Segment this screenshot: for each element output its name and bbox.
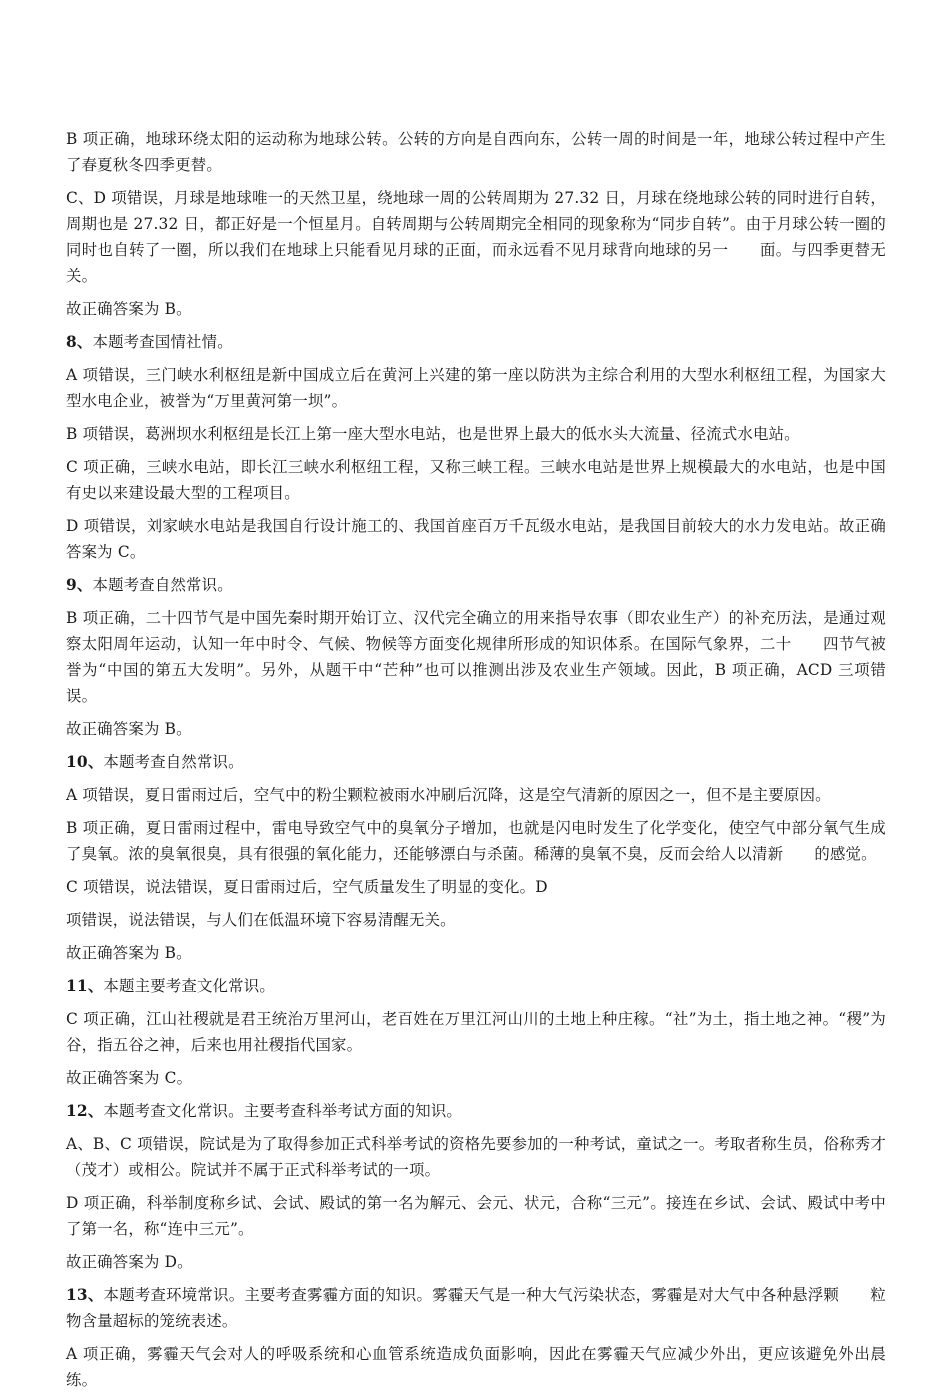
question-heading-11 [66,973,886,999]
question-heading-13 [66,1282,886,1334]
question-heading-10 [66,749,886,775]
question-topic: 本题考查文化常识。主要考查科举考试方面的知识。 [103,1102,463,1120]
answer-paragraph: C 项错误，说法错误，夏日雷雨过后，空气质量发生了明显的变化。D [66,878,548,896]
answer-paragraph: 项错误，说法错误，与人们在低温环境下容易清醒无关。 [66,911,456,929]
question-heading-8 [66,329,886,355]
question-topic: 本题主要考查文化常识。 [103,977,275,995]
answer-paragraph: D 项错误，刘家峡水电站是我国自行设计施工的、我国首座百万千瓦级水电站，是我国目前较大的水力发电站。故正确答案为 C。 [66,517,886,561]
answer-paragraph: B 项正确，夏日雷雨过程中，雷电导致空气中的臭氧分子增加，也就是闪电时发生了化学变化，使空气中部分氧气生成了臭氧。浓的臭氧很臭，具有很强的氧化能力，还能够漂白与杀菌。稀薄的臭氧不臭，反而会给人以清新 的感觉。 [66,819,886,863]
question-heading-12 [66,1098,886,1124]
question-number: 8、 [66,333,93,351]
answer-conclusion: 故正确答案为 D。 [66,1253,193,1271]
answer-paragraph: B 项正确，二十四节气是中国先秦时期开始订立、汉代完全确立的用来指导农事（即农业生产）的补充历法，是通过观察太阳周年运动，认知一年中时令、气候、物候等方面变化规律所形成的知识体系。在国际气象界，二十 四节气被誉为“中国的第五大发明”。另外，从题干中“芒种”也可以推测出涉及农业生产领域。因此，B 项正确，ACD 三项错误。 [66,609,886,705]
answer-paragraph: C 项正确，三峡水电站，即长江三峡水利枢纽工程，又称三峡工程。三峡水电站是世界上规模最大的水电站，也是中国有史以来建设最大型的工程项目。 [66,458,886,502]
answer-conclusion: 故正确答案为 C。 [66,1069,193,1087]
answer-paragraph: B 项错误，葛洲坝水利枢纽是长江上第一座大型水电站，也是世界上最大的低水头大流量、径流式水电站。 [66,425,800,443]
question-topic: 本题考查环境常识。主要考查雾霾方面的知识。雾霾天气是一种大气污染状态，雾霾是对大气中各种悬浮颗 粒物含量超标的笼统表述。 [66,1286,886,1330]
question-number: 11、 [66,977,104,995]
question-number: 13、 [66,1286,104,1304]
question-number: 9、 [66,576,93,594]
answer-conclusion: 故正确答案为 B。 [66,300,192,318]
question-topic: 本题考查自然常识。 [103,753,244,771]
question-heading-9 [66,572,886,598]
answer-paragraph: A 项错误，夏日雷雨过后，空气中的粉尘颗粒被雨水冲刷后沉降，这是空气清新的原因之一，但不是主要原因。 [66,786,831,804]
answer-paragraph: A 项错误，三门峡水利枢纽是新中国成立后在黄河上兴建的第一座以防洪为主综合利用的大型水利枢纽工程，为国家大型水电企业，被誉为“万里黄河第一坝”。 [66,366,886,410]
answer-conclusion: 故正确答案为 B。 [66,720,192,738]
answer-conclusion: 故正确答案为 B。 [66,944,192,962]
document-page [66,126,886,1400]
question-topic: 本题考查国情社情。 [92,333,233,351]
answer-paragraph: C 项正确，江山社稷就是君王统治万里河山，老百姓在万里江河山川的土地上种庄稼。“社”为土，指土地之神。“稷”为谷，指五谷之神，后来也用社稷指代国家。 [66,1010,886,1054]
answer-paragraph: C、D 项错误，月球是地球唯一的天然卫星，绕地球一周的公转周期为 27.32 日，月球在绕地球公转的同时进行自转，周期也是 27.32 日，都正好是一个恒星月。自转周期与公转周期完全相同的现象称为“同步自转”。由于月球公转一圈的同时也自转了一圈，所以我们在地球上只能看见月球的正面，而永远看不见月球背向地球的另一 面。与四季更替无关。 [66,189,886,285]
answer-paragraph: B 项正确，地球环绕太阳的运动称为地球公转。公转的方向是自西向东，公转一周的时间是一年，地球公转过程中产生了春夏秋冬四季更替。 [66,130,886,174]
question-number: 12、 [66,1102,104,1120]
question-topic: 本题考查自然常识。 [92,576,233,594]
answer-paragraph: A、B、C 项错误，院试是为了取得参加正式科举考试的资格先要参加的一种考试，童试之一。考取者称生员，俗称秀才（茂才）或相公。院试并不属于正式科举考试的一项。 [66,1135,886,1179]
answer-paragraph: D 项正确，科举制度称乡试、会试、殿试的第一名为解元、会元、状元，合称“三元”。接连在乡试、会试、殿试中考中了第一名，称“连中三元”。 [66,1194,886,1238]
answer-paragraph: A 项正确，雾霾天气会对人的呼吸系统和心血管系统造成负面影响，因此在雾霾天气应减少外出，更应该避免外出晨练。 [66,1345,886,1389]
question-number: 10、 [66,753,104,771]
